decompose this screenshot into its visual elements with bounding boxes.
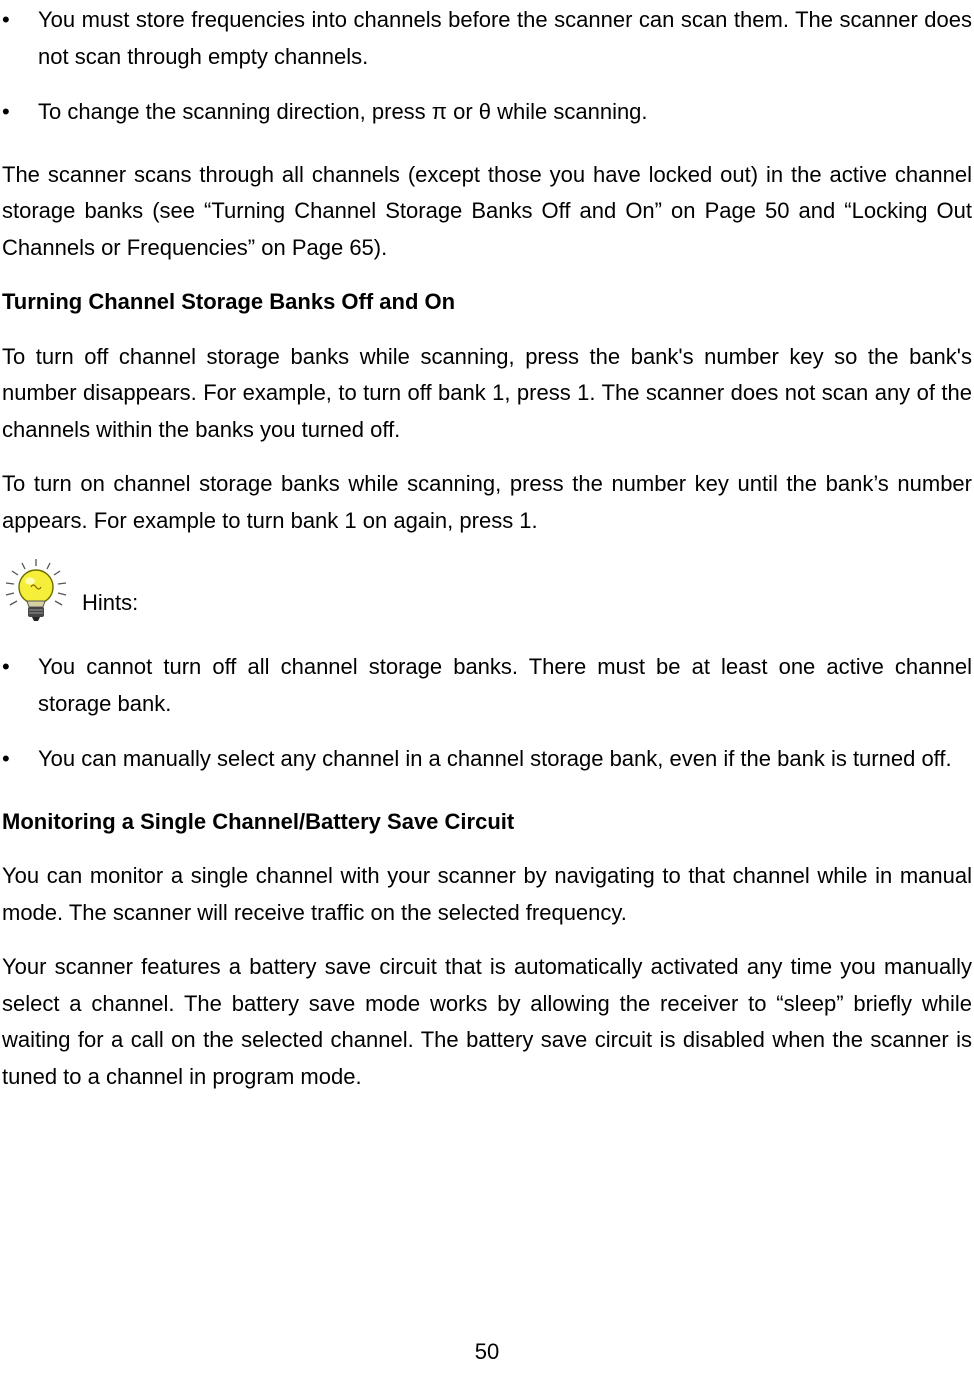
intro-bullet-1-text: You must store frequencies into channels before the scanner can scan them. The scanner does not scan through empty channels.	[38, 7, 972, 69]
bullet-dot: •	[2, 746, 10, 771]
lightbulb-icon	[0, 557, 72, 627]
banks-paragraph-2: To turn on channel storage banks while scanning, press the number key until the bank’s number appears. For example to turn bank 1 on again, press 1.	[2, 471, 972, 533]
monitoring-paragraph-1: You can monitor a single channel with your scanner by navigating to that channel while in manual mode. The scanner will receive traffic on the selected frequency.	[2, 863, 972, 925]
section-heading-monitoring: Monitoring a Single Channel/Battery Save Circuit	[2, 808, 515, 834]
intro-bullet-1	[2, 2, 972, 75]
intro-paragraph: The scanner scans through all channels (except those you have locked out) in the active channel storage banks (see “Turning Channel Storage Banks Off and On” on Page 50 and “Locking Out Channels or Frequencies” on Page 65).	[2, 161, 972, 260]
monitoring-paragraph-2: Your scanner features a battery save circuit that is automatically activated any time you manually select a channel. The battery save mode works by allowing the receiver to “sleep” briefly while waiting for a call on the selected channel. The battery save circuit is disabled when the scanner is tuned to a channel in program mode.	[2, 954, 972, 1089]
hint-bullet-1-text: You cannot turn off all channel storage banks. There must be at least one active channel storage bank.	[38, 654, 972, 716]
intro-bullet-2	[2, 94, 972, 131]
bullet-dot: •	[2, 99, 10, 124]
hint-bullet-2-text: You can manually select any channel in a channel storage bank, even if the bank is turned off.	[38, 746, 952, 771]
intro-bullet-2-text: To change the scanning direction, press π or θ while scanning.	[38, 99, 648, 124]
section-heading-banks: Turning Channel Storage Banks Off and On	[2, 289, 456, 314]
hint-bullet-1	[2, 649, 972, 722]
hint-bullet-2	[2, 741, 972, 778]
banks-paragraph-1: To turn off channel storage banks while scanning, press the bank's number key so the bank's number disappears. For example, to turn off bank 1, press 1. The scanner does not scan any of the channels within the banks you turned off.	[2, 343, 972, 442]
document-page	[2, 0, 972, 1095]
hints-label: Hints:	[82, 590, 139, 615]
hints-callout	[2, 557, 972, 633]
page-number: 50	[474, 1339, 500, 1364]
bullet-dot: •	[2, 654, 10, 679]
bullet-dot: •	[2, 7, 10, 32]
